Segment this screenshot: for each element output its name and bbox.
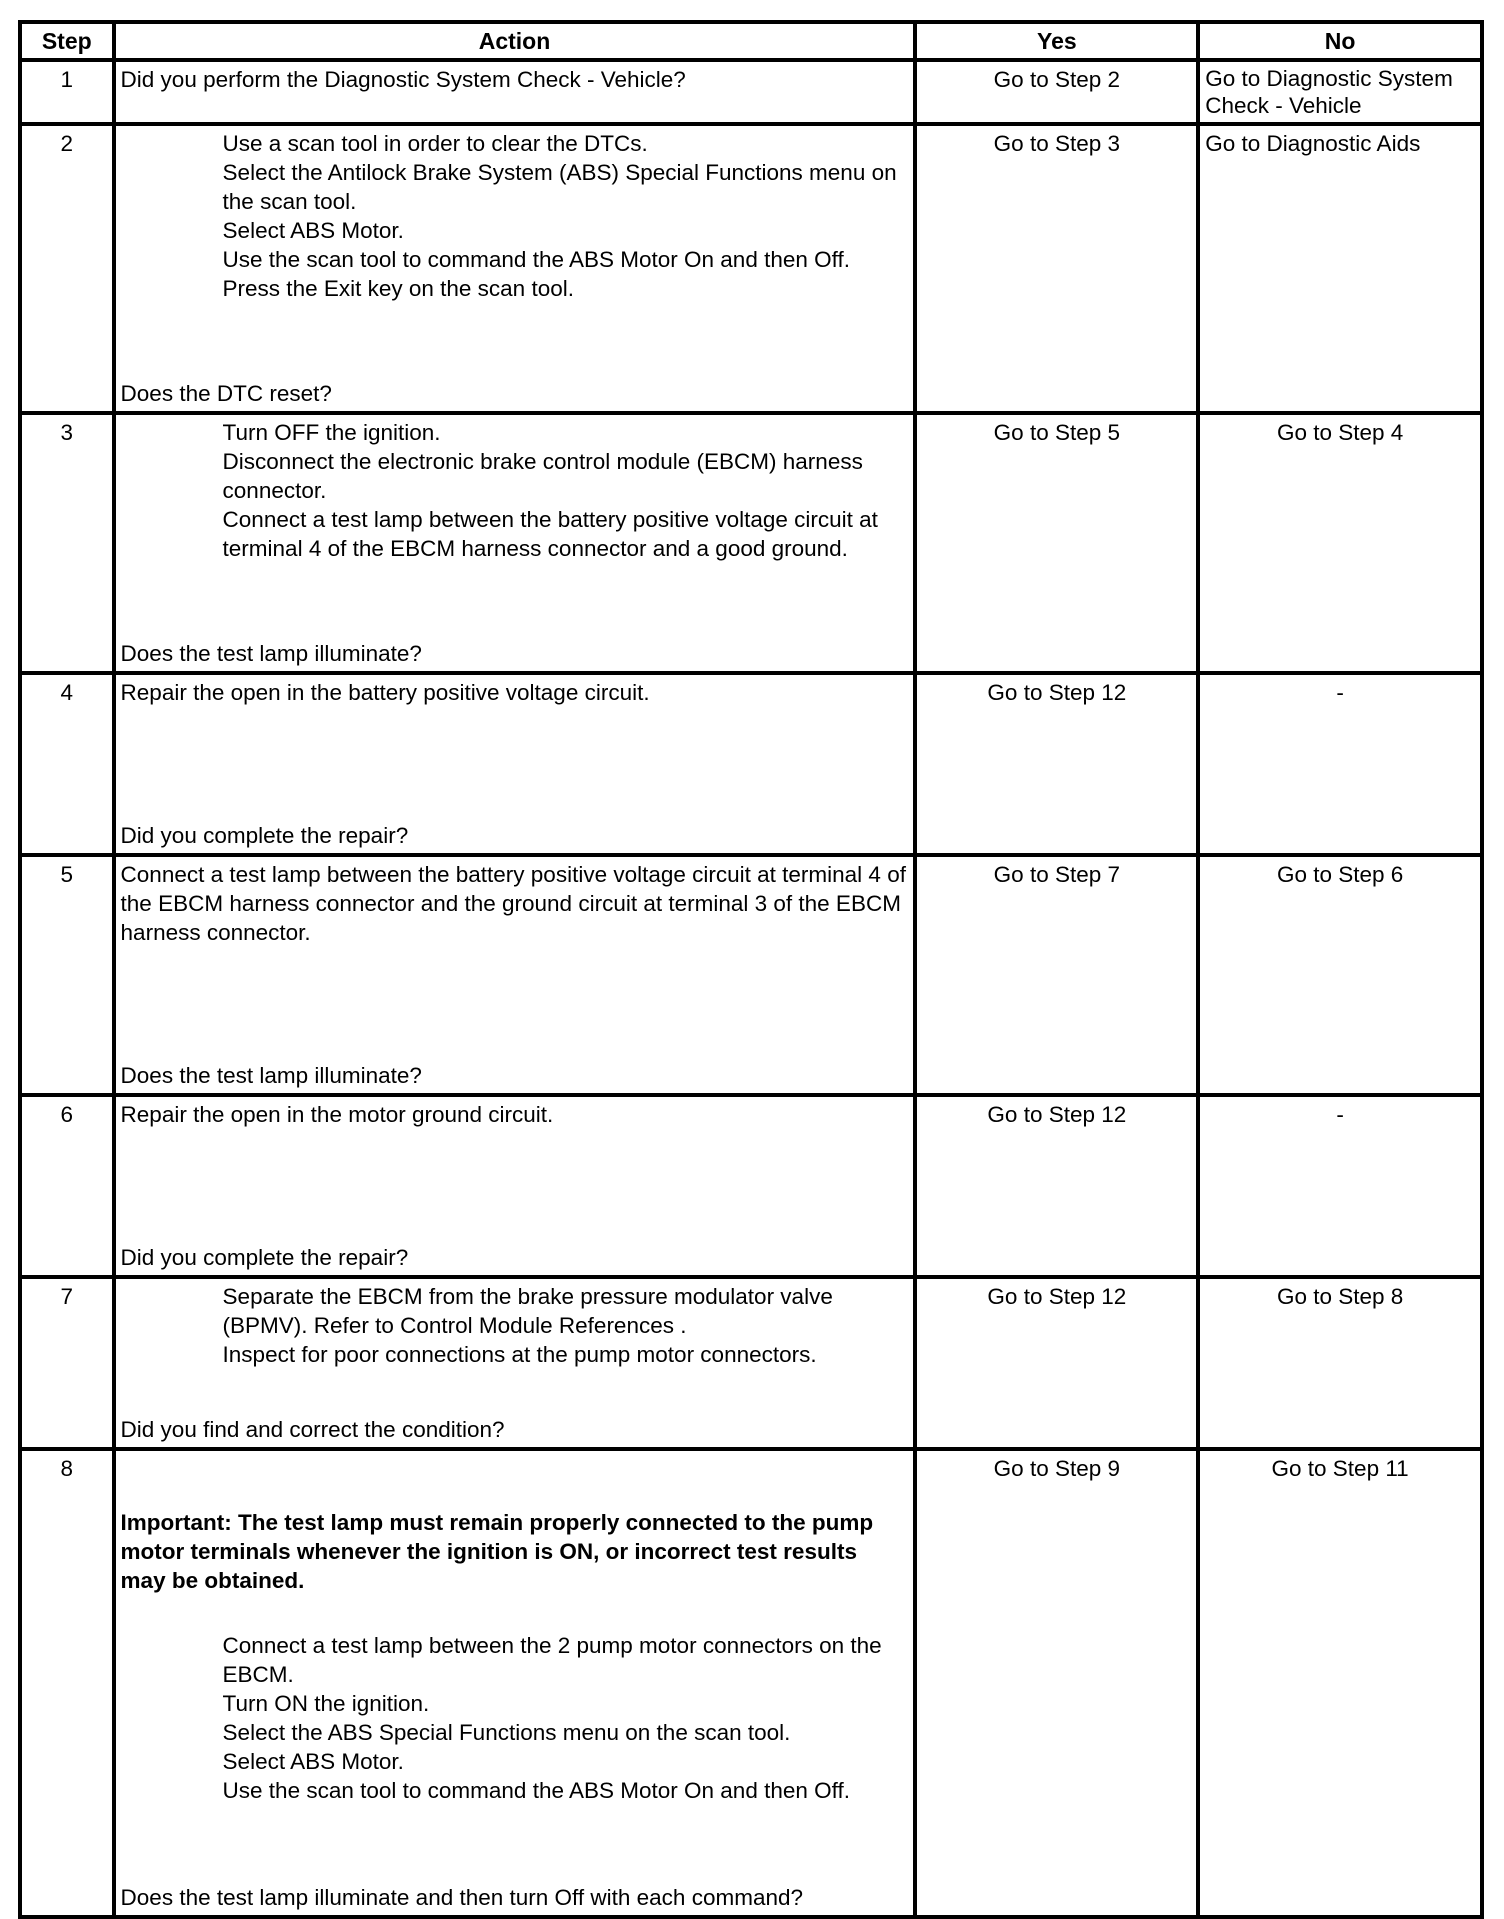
question-text: Does the DTC reset? bbox=[120, 381, 332, 406]
step-number: 6 bbox=[20, 1095, 114, 1277]
table-row-step-1 bbox=[20, 60, 1482, 124]
no-result: Go to Step 8 bbox=[1198, 1277, 1482, 1449]
header-action: Action bbox=[114, 22, 916, 60]
action-cell bbox=[114, 1277, 916, 1449]
question-text: Did you find and correct the condition? bbox=[120, 1417, 505, 1442]
header-no: No bbox=[1198, 22, 1482, 60]
question-text: Does the test lamp illuminate and then turn Off with each command? bbox=[120, 1885, 803, 1910]
action-cell bbox=[114, 673, 916, 855]
yes-result: Go to Step 5 bbox=[915, 413, 1198, 673]
yes-result: Go to Step 12 bbox=[915, 1277, 1198, 1449]
instruction-item: Connect a test lamp between the 2 pump motor connectors on the EBCM. bbox=[222, 1633, 882, 1687]
instruction-item: Use the scan tool to command the ABS Motor On and then Off. bbox=[222, 1778, 850, 1803]
table-row-step-2 bbox=[20, 124, 1482, 413]
action-cell bbox=[114, 1449, 916, 1917]
instruction-item: Press the Exit key on the scan tool. bbox=[222, 276, 574, 301]
no-result: Go to Diagnostic System Check - Vehicle bbox=[1198, 60, 1482, 124]
step-number: 2 bbox=[20, 124, 114, 413]
step-number: 3 bbox=[20, 413, 114, 673]
question-text: Did you complete the repair? bbox=[120, 1245, 409, 1270]
table-row-step-4 bbox=[20, 673, 1482, 855]
instruction-list bbox=[121, 129, 909, 303]
instruction-item: Use a scan tool in order to clear the DTCs. bbox=[222, 131, 648, 156]
yes-result: Go to Step 7 bbox=[915, 855, 1198, 1095]
action-text: Connect a test lamp between the battery positive voltage circuit at terminal 4 of the EBCM harness connector and the ground circuit at terminal 3 of the EBCM harness connector. bbox=[120, 862, 906, 945]
instruction-item: Turn OFF the ignition. bbox=[222, 420, 441, 445]
instruction-item: Turn ON the ignition. bbox=[222, 1691, 430, 1716]
no-result: - bbox=[1198, 1095, 1482, 1277]
header-row bbox=[20, 22, 1482, 60]
instruction-list bbox=[121, 1631, 909, 1805]
table-row-step-6 bbox=[20, 1095, 1482, 1277]
action-cell bbox=[114, 60, 916, 124]
yes-result: Go to Step 9 bbox=[915, 1449, 1198, 1917]
table-row-step-7 bbox=[20, 1277, 1482, 1449]
instruction-list bbox=[121, 418, 909, 563]
header-step: Step bbox=[20, 22, 114, 60]
no-result: Go to Diagnostic Aids bbox=[1198, 124, 1482, 413]
table-row-step-3 bbox=[20, 413, 1482, 673]
instruction-item: Select the ABS Special Functions menu on the scan tool. bbox=[222, 1720, 791, 1745]
step-number: 4 bbox=[20, 673, 114, 855]
instruction-item: Inspect for poor connections at the pump motor connectors. bbox=[222, 1342, 817, 1367]
no-result: Go to Step 11 bbox=[1198, 1449, 1482, 1917]
yes-result: Go to Step 12 bbox=[915, 673, 1198, 855]
important-note: Important: The test lamp must remain properly connected to the pump motor terminals whenever the ignition is ON, or incorrect test results may be obtained. bbox=[120, 1510, 874, 1593]
yes-result: Go to Step 12 bbox=[915, 1095, 1198, 1277]
no-result: - bbox=[1198, 673, 1482, 855]
no-result: Go to Step 4 bbox=[1198, 413, 1482, 673]
instruction-item: Separate the EBCM from the brake pressure modulator valve (BPMV). Refer to Control Module References . bbox=[222, 1284, 833, 1338]
step-number: 8 bbox=[20, 1449, 114, 1917]
question-text: Does the test lamp illuminate? bbox=[120, 1063, 422, 1088]
instruction-list bbox=[121, 1282, 909, 1369]
yes-result: Go to Step 2 bbox=[915, 60, 1198, 124]
instruction-item: Disconnect the electronic brake control module (EBCM) harness connector. bbox=[222, 449, 863, 503]
instruction-item: Select ABS Motor. bbox=[222, 1749, 404, 1774]
action-cell bbox=[114, 413, 916, 673]
instruction-item: Connect a test lamp between the battery positive voltage circuit at terminal 4 of the EBCM harness connector and a good ground. bbox=[222, 507, 878, 561]
action-text: Repair the open in the motor ground circuit. bbox=[120, 1102, 554, 1127]
table-row-step-5 bbox=[20, 855, 1482, 1095]
instruction-item: Use the scan tool to command the ABS Motor On and then Off. bbox=[222, 247, 850, 272]
yes-result: Go to Step 3 bbox=[915, 124, 1198, 413]
action-cell bbox=[114, 124, 916, 413]
action-text: Repair the open in the battery positive voltage circuit. bbox=[120, 680, 650, 705]
question-text: Did you complete the repair? bbox=[120, 823, 409, 848]
instruction-item: Select ABS Motor. bbox=[222, 218, 404, 243]
step-number: 5 bbox=[20, 855, 114, 1095]
question-text: Does the test lamp illuminate? bbox=[120, 641, 422, 666]
no-result: Go to Step 6 bbox=[1198, 855, 1482, 1095]
step-number: 1 bbox=[20, 60, 114, 124]
step-number: 7 bbox=[20, 1277, 114, 1449]
action-text: Did you perform the Diagnostic System Check - Vehicle? bbox=[120, 67, 686, 92]
instruction-item: Select the Antilock Brake System (ABS) Special Functions menu on the scan tool. bbox=[222, 160, 897, 214]
action-cell bbox=[114, 855, 916, 1095]
header-yes: Yes bbox=[915, 22, 1198, 60]
table-row-step-8 bbox=[20, 1449, 1482, 1917]
action-cell bbox=[114, 1095, 916, 1277]
diagnostic-table bbox=[18, 20, 1484, 1919]
